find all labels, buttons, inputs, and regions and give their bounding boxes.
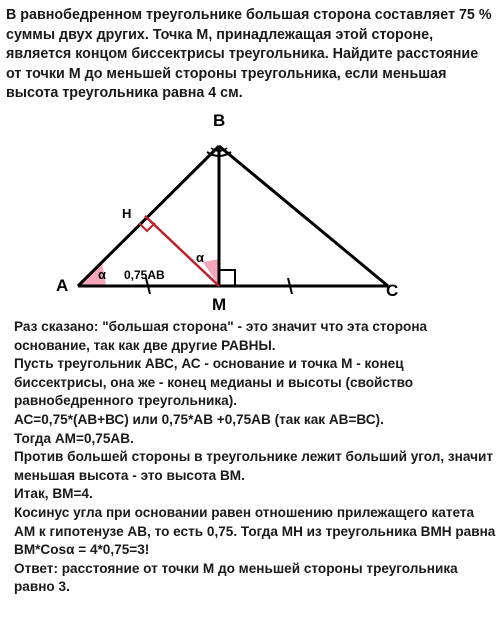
- label-b: B: [213, 111, 226, 130]
- solution-text: [14, 318, 496, 597]
- problem-statement: В равнобедренном треугольнике большая сторона составляет 75 % суммы двух других. Точка М, принадлежащая этой стороне, является концом биссектрисы треугольника. Найдите расстояние от точки М до меньшей стороны треугольника, если меньшая высота треугольника равна 4 см.: [6, 7, 492, 101]
- side-bc: [219, 146, 388, 286]
- right-angle-m: [219, 270, 235, 286]
- solution-line-4: Тогда АМ=0,75АВ.: [14, 430, 134, 446]
- solution-line-8: Ответ: расстояние от точки М до меньшей стороны треугольника равно 3.: [14, 560, 458, 595]
- label-c: C: [386, 281, 399, 300]
- solution-line-6: Итак, ВМ=4.: [14, 486, 93, 502]
- triangle-figure: [0, 100, 500, 315]
- solution-line-3: АС=0,75*(АВ+ВС) или 0,75*АВ +0,75АВ (так как АВ=ВС).: [14, 411, 384, 427]
- label-alpha-b: α: [196, 250, 204, 265]
- solution-line-5: Против большей стороны в треугольнике лежит больший угол, значит меньшая высота - это высота ВМ.: [14, 449, 494, 483]
- label-a: A: [56, 276, 69, 295]
- solution-line-7: Косинус угла при основании равен отношению прилежащего катета АМ к гипотенузе АВ, то есть 0,75. Тогда МН из треугольника ВМН равна ВМ*Cosα = 4*0,75=3!: [14, 504, 496, 558]
- label-alpha-a: α: [98, 267, 106, 282]
- solution-line-1: Раз сказано: "большая сторона" - это значит что эта сторона основание, так как две другие РАВНЫ.: [14, 319, 428, 353]
- label-am: 0,75AB: [124, 268, 165, 282]
- label-m: M: [212, 295, 227, 314]
- solution-line-2: Пусть треугольник АВС, АС - основание и точка М - конец биссектрисы, она же - конец медианы и высоты (свойство равнобедренного треугольника).: [14, 356, 414, 409]
- right-angle-h: [139, 223, 155, 231]
- label-h: H: [122, 206, 132, 221]
